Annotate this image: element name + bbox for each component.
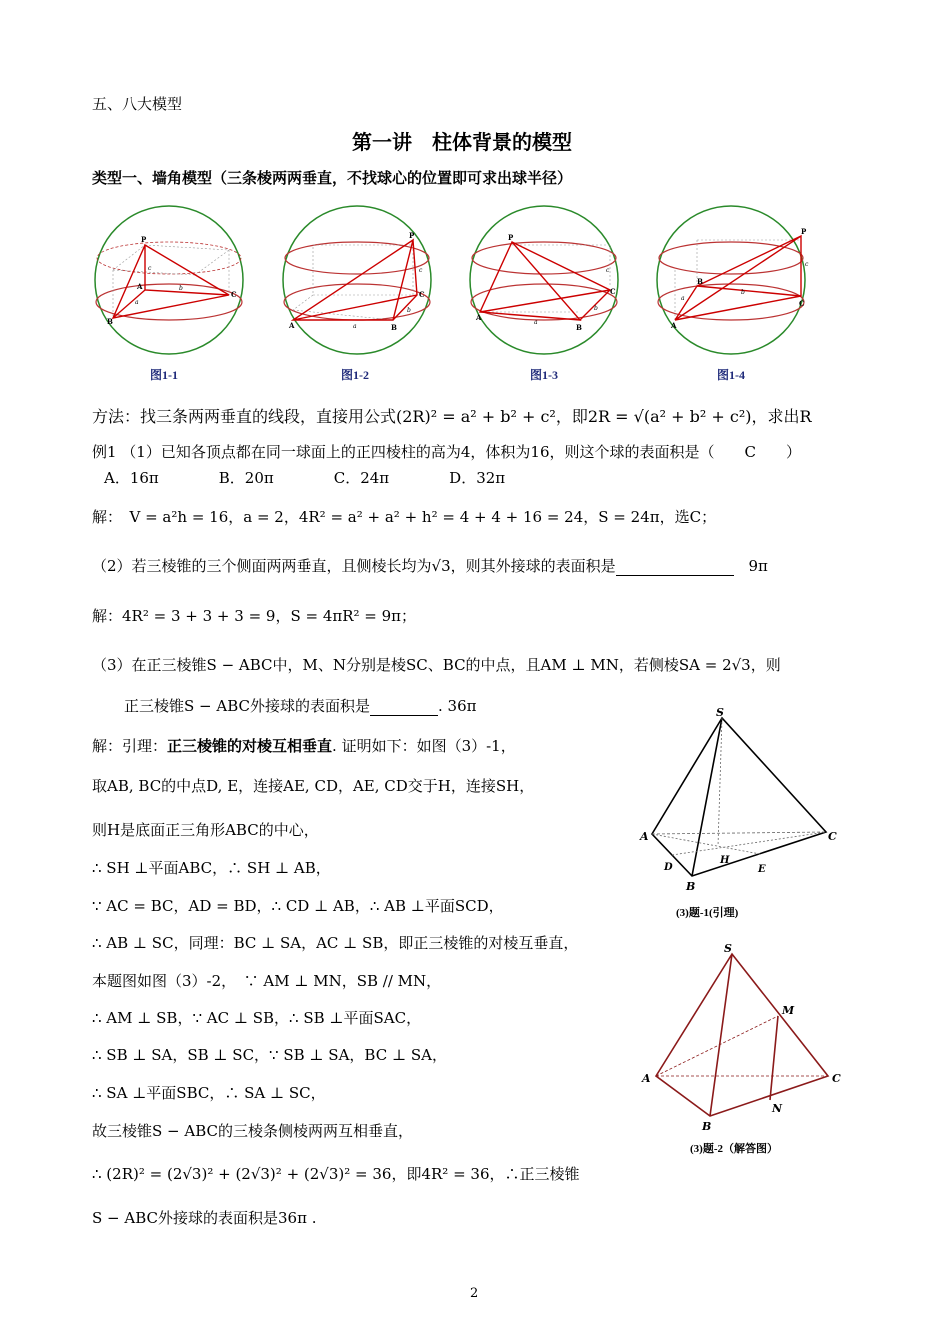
- solution-3-line8: ∴ AM ⊥ SB，∵ AC ⊥ SB，∴ SB ⊥平面SAC，: [92, 1009, 422, 1027]
- example-1-3-line2: [124, 696, 476, 716]
- svg-text:A: A: [642, 1072, 651, 1085]
- solution-3-line1: [92, 736, 516, 756]
- solution-3-line13: S − ABC外接球的表面积是36π .: [92, 1209, 317, 1227]
- svg-text:b: b: [407, 307, 411, 314]
- svg-text:c: c: [148, 265, 152, 272]
- svg-text:P: P: [141, 235, 147, 244]
- svg-text:b: b: [179, 285, 183, 292]
- solution-3-line5: ∵ AC = BC，AD = BD，∴ CD ⊥ AB，∴ AB ⊥平面SCD，: [92, 897, 504, 915]
- svg-text:P: P: [409, 231, 415, 240]
- svg-text:A: A: [137, 282, 143, 291]
- svg-text:b: b: [594, 305, 598, 312]
- figure-3-2-pyramid: [640, 940, 850, 1133]
- figure-1-3: [470, 200, 620, 360]
- caption-3-1: (3)题-1(引理): [676, 907, 739, 919]
- svg-text:B: B: [576, 323, 582, 332]
- solution-3-line4: ∴ SH ⊥平面ABC，∴ SH ⊥ AB，: [92, 859, 331, 877]
- svg-text:C: C: [231, 290, 237, 299]
- example-1-3-line1: （3）在正三棱锥S − ABC中，M、N分别是棱SC、BC的中点，且AM ⊥ MN，若侧棱SA = 2√3，则: [92, 656, 781, 674]
- svg-text:A: A: [289, 321, 295, 330]
- svg-text:c: c: [805, 261, 809, 268]
- solution-1: 解： V = a²h = 16，a = 2，4R² = a² + a² + h² = 4 + 4 + 16 = 24，S = 24π，选C；: [92, 508, 717, 526]
- svg-text:B: B: [702, 1120, 712, 1133]
- svg-text:a: a: [353, 323, 357, 330]
- svg-text:A: A: [476, 313, 482, 322]
- figure-1-4: [657, 200, 807, 360]
- svg-text:a: a: [135, 299, 139, 306]
- solution-3-line7: 本题图如图（3）-2， ∵ AM ⊥ MN，SB // MN，: [92, 972, 442, 990]
- svg-text:C: C: [832, 1072, 841, 1085]
- sol3-l1c: . 证明如下：如图（3）-1，: [332, 737, 516, 755]
- svg-text:C: C: [799, 299, 805, 308]
- example-1-3-answer: . 36π: [438, 697, 477, 715]
- svg-text:S: S: [724, 942, 732, 955]
- type1-heading: 类型一、墙角模型（三条棱两两垂直，不找球心的位置即可求出球半径）: [92, 169, 573, 187]
- solution-3-line11: 故三棱锥S − ABC的三棱条侧棱两两互相垂直，: [92, 1122, 413, 1140]
- svg-text:B: B: [107, 317, 113, 326]
- svg-text:a: a: [681, 295, 685, 302]
- example-1-options: A．16π B．20π C．24π D．32π: [104, 469, 506, 487]
- svg-text:E: E: [758, 864, 766, 875]
- svg-text:c: c: [419, 267, 423, 274]
- svg-text:S: S: [716, 706, 724, 719]
- lemma-text: 正三棱锥的对棱互相垂直: [167, 737, 333, 755]
- svg-text:C: C: [610, 287, 616, 296]
- svg-text:b: b: [741, 289, 745, 296]
- figure-3-1-pyramid: [640, 706, 840, 906]
- solution-3-line9: ∴ SB ⊥ SA，SB ⊥ SC，∵ SB ⊥ SA，BC ⊥ SA，: [92, 1046, 447, 1064]
- section-heading: 五、八大模型: [92, 95, 183, 113]
- page-number: 2: [470, 1286, 479, 1301]
- solution-3-line2: 取AB, BC的中点D, E，连接AE, CD，AE, CD交于H，连接SH，: [92, 777, 535, 795]
- fig-label-1-1: 图1-1: [150, 368, 178, 382]
- solution-3-line10: ∴ SA ⊥平面SBC，∴ SA ⊥ SC，: [92, 1084, 326, 1102]
- svg-text:P: P: [508, 233, 514, 242]
- fig-label-1-2: 图1-2: [341, 368, 369, 382]
- page-title: 第一讲 柱体背景的模型: [352, 130, 572, 154]
- method-line: 方法：找三条两两垂直的线段，直接用公式(2R)² = a² + b² + c²，即2R = √(a² + b² + c²)，求出R: [92, 407, 812, 426]
- example-1-2-text: （2）若三棱锥的三个侧面两两垂直，且侧棱长均为√3，则其外接球的表面积是: [92, 557, 616, 575]
- solution-2: 解：4R² = 3 + 3 + 3 = 9，S = 4πR² = 9π；: [92, 607, 417, 625]
- figure-1-1: [95, 200, 245, 360]
- solution-3-line3: 则H是底面正三角形ABC的中心，: [92, 821, 319, 839]
- svg-text:a: a: [534, 319, 538, 326]
- svg-text:B: B: [686, 880, 696, 893]
- svg-text:B: B: [391, 323, 397, 332]
- solution-3-line6: ∴ AB ⊥ SC，同理：BC ⊥ SA，AC ⊥ SB，即正三棱锥的对棱互垂直，: [92, 934, 579, 952]
- caption-3-2: (3)题-2（解答图）: [690, 1143, 778, 1155]
- fig-label-1-4: 图1-4: [717, 368, 745, 382]
- example-1-1: 例1 （1）已知各顶点都在同一球面上的正四棱柱的高为4，体积为16，则这个球的表面积是（ C ）: [92, 443, 801, 461]
- svg-text:P: P: [801, 227, 807, 236]
- fig-label-1-3: 图1-3: [530, 368, 558, 382]
- svg-text:H: H: [720, 855, 730, 866]
- example-1-2-answer: 9π: [748, 557, 768, 575]
- svg-text:A: A: [671, 321, 677, 330]
- svg-text:A: A: [640, 830, 649, 843]
- example-1-2: [92, 556, 768, 576]
- svg-text:M: M: [782, 1004, 795, 1017]
- svg-text:D: D: [664, 862, 673, 873]
- svg-text:C: C: [828, 830, 837, 843]
- solution-3-line12: ∴ (2R)² = (2√3)² + (2√3)² + (2√3)² = 36，即4R² = 36，∴正三棱锥: [92, 1165, 580, 1183]
- svg-text:B: B: [697, 277, 703, 286]
- svg-text:C: C: [419, 290, 425, 299]
- svg-text:c: c: [606, 267, 610, 274]
- example-1-3-text: 正三棱锥S − ABC外接球的表面积是: [124, 697, 370, 715]
- sol3-l1a: 解：引理：: [92, 737, 168, 755]
- svg-text:N: N: [772, 1102, 783, 1115]
- figure-1-2: [283, 200, 433, 360]
